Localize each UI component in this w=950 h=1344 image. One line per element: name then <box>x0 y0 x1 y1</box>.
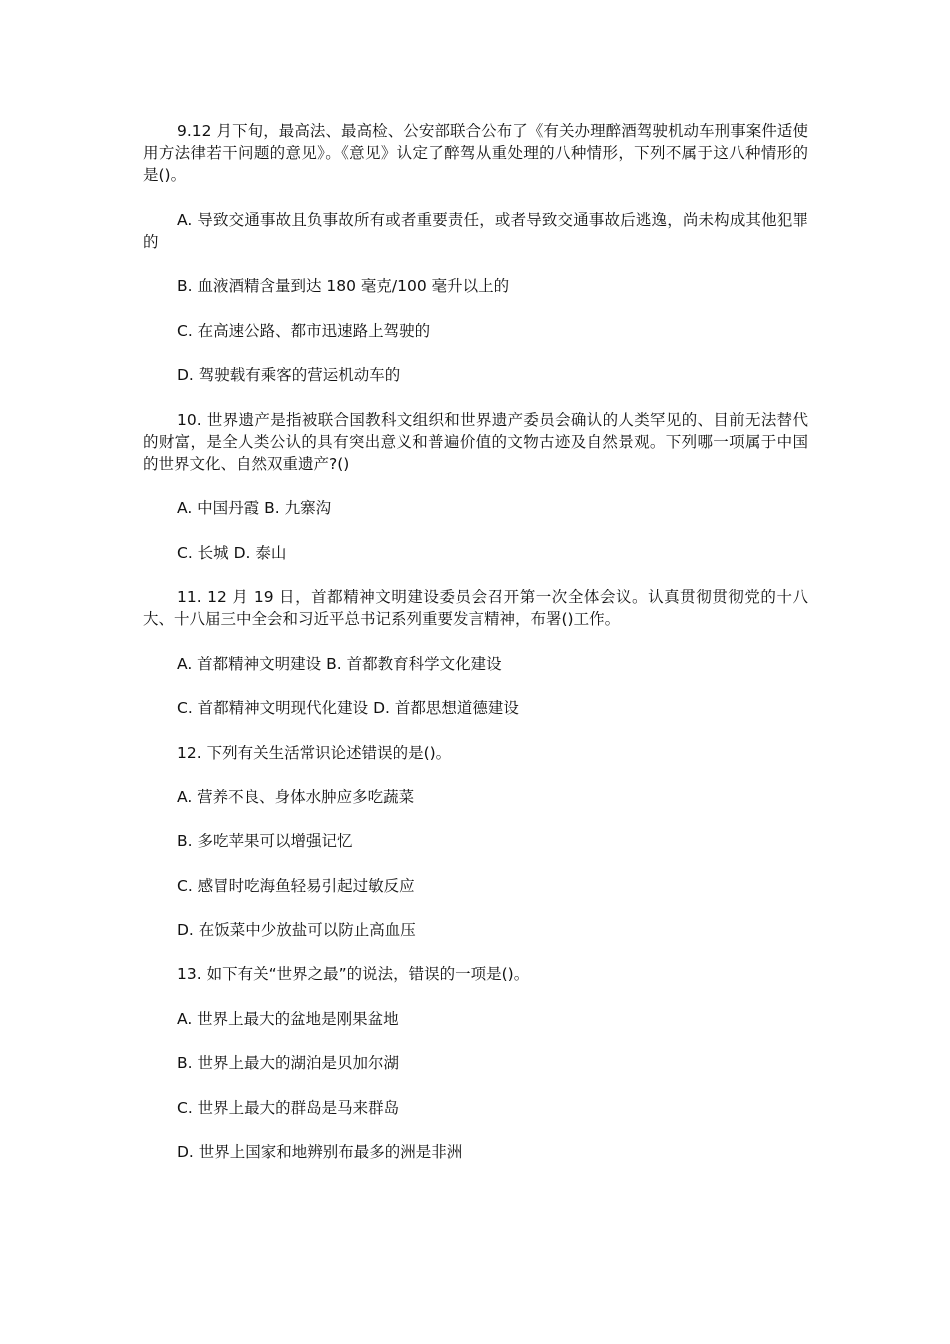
question-12-stem: 12. 下列有关生活常识论述错误的是()。 <box>177 743 452 762</box>
question-10-options-ab: A. 中国丹霞 B. 九寨沟 <box>177 499 332 518</box>
question-13-option-d: D. 世界上国家和地辨别布最多的洲是非洲 <box>177 1143 463 1162</box>
question-13-option-c: C. 世界上最大的群岛是马来群岛 <box>177 1098 400 1117</box>
question-11-options-cd: C. 首都精神文明现代化建设 D. 首都思想道德建设 <box>177 699 519 718</box>
question-9-option-b: B. 血液酒精含量到达 180 毫克/100 毫升以上的 <box>177 277 510 296</box>
question-9-option-c: C. 在高速公路、都市迅速路上驾驶的 <box>177 321 431 340</box>
question-12-option-b: B. 多吃苹果可以增强记忆 <box>177 832 353 851</box>
question-12-option-a: A. 营养不良、身体水肿应多吃蔬菜 <box>177 787 415 806</box>
question-13-stem: 13. 如下有关“世界之最”的说法，错误的一项是()。 <box>177 965 530 984</box>
question-12-option-c: C. 感冒时吃海鱼轻易引起过敏反应 <box>177 876 415 895</box>
question-11-options-ab: A. 首都精神文明建设 B. 首都教育科学文化建设 <box>177 654 502 673</box>
question-9-option-a: A. 导致交通事故且负事故所有或者重要责任，或者导致交通事故后逃逸，尚未构成其他犯罪的 <box>143 210 808 251</box>
question-13-option-a: A. 世界上最大的盆地是刚果盆地 <box>177 1009 399 1028</box>
question-9-option-d: D. 驾驶载有乘客的营运机动车的 <box>177 366 401 385</box>
question-12-option-d: D. 在饭菜中少放盐可以防止高血压 <box>177 921 416 940</box>
question-9-stem: 9.12 月下旬，最高法、最高检、公安部联合公布了《有关办理醉酒驾驶机动车刑事案件适使用方法律若干问题的意见》。《意见》认定了醉驾从重处理的八种情形，下列不属于这八种情形的是()。 <box>143 122 808 185</box>
question-10-stem: 10. 世界遗产是指被联合国教科文组织和世界遗产委员会确认的人类罕见的、目前无法替代的财富，是全人类公认的具有突出意义和普遍价值的文物古迹及自然景观。下列哪一项属于中国的世界文化、自然双重遗产?() <box>143 410 808 473</box>
document-body <box>143 120 808 1185</box>
question-11-stem: 11. 12 月 19 日，首都精神文明建设委员会召开第一次全体会议。认真贯彻贯彻党的十八大、十八届三中全会和习近平总书记系列重要发言精神，布署()工作。 <box>143 588 808 629</box>
question-10-options-cd: C. 长城 D. 泰山 <box>177 543 287 562</box>
question-13-option-b: B. 世界上最大的湖泊是贝加尔湖 <box>177 1054 399 1073</box>
